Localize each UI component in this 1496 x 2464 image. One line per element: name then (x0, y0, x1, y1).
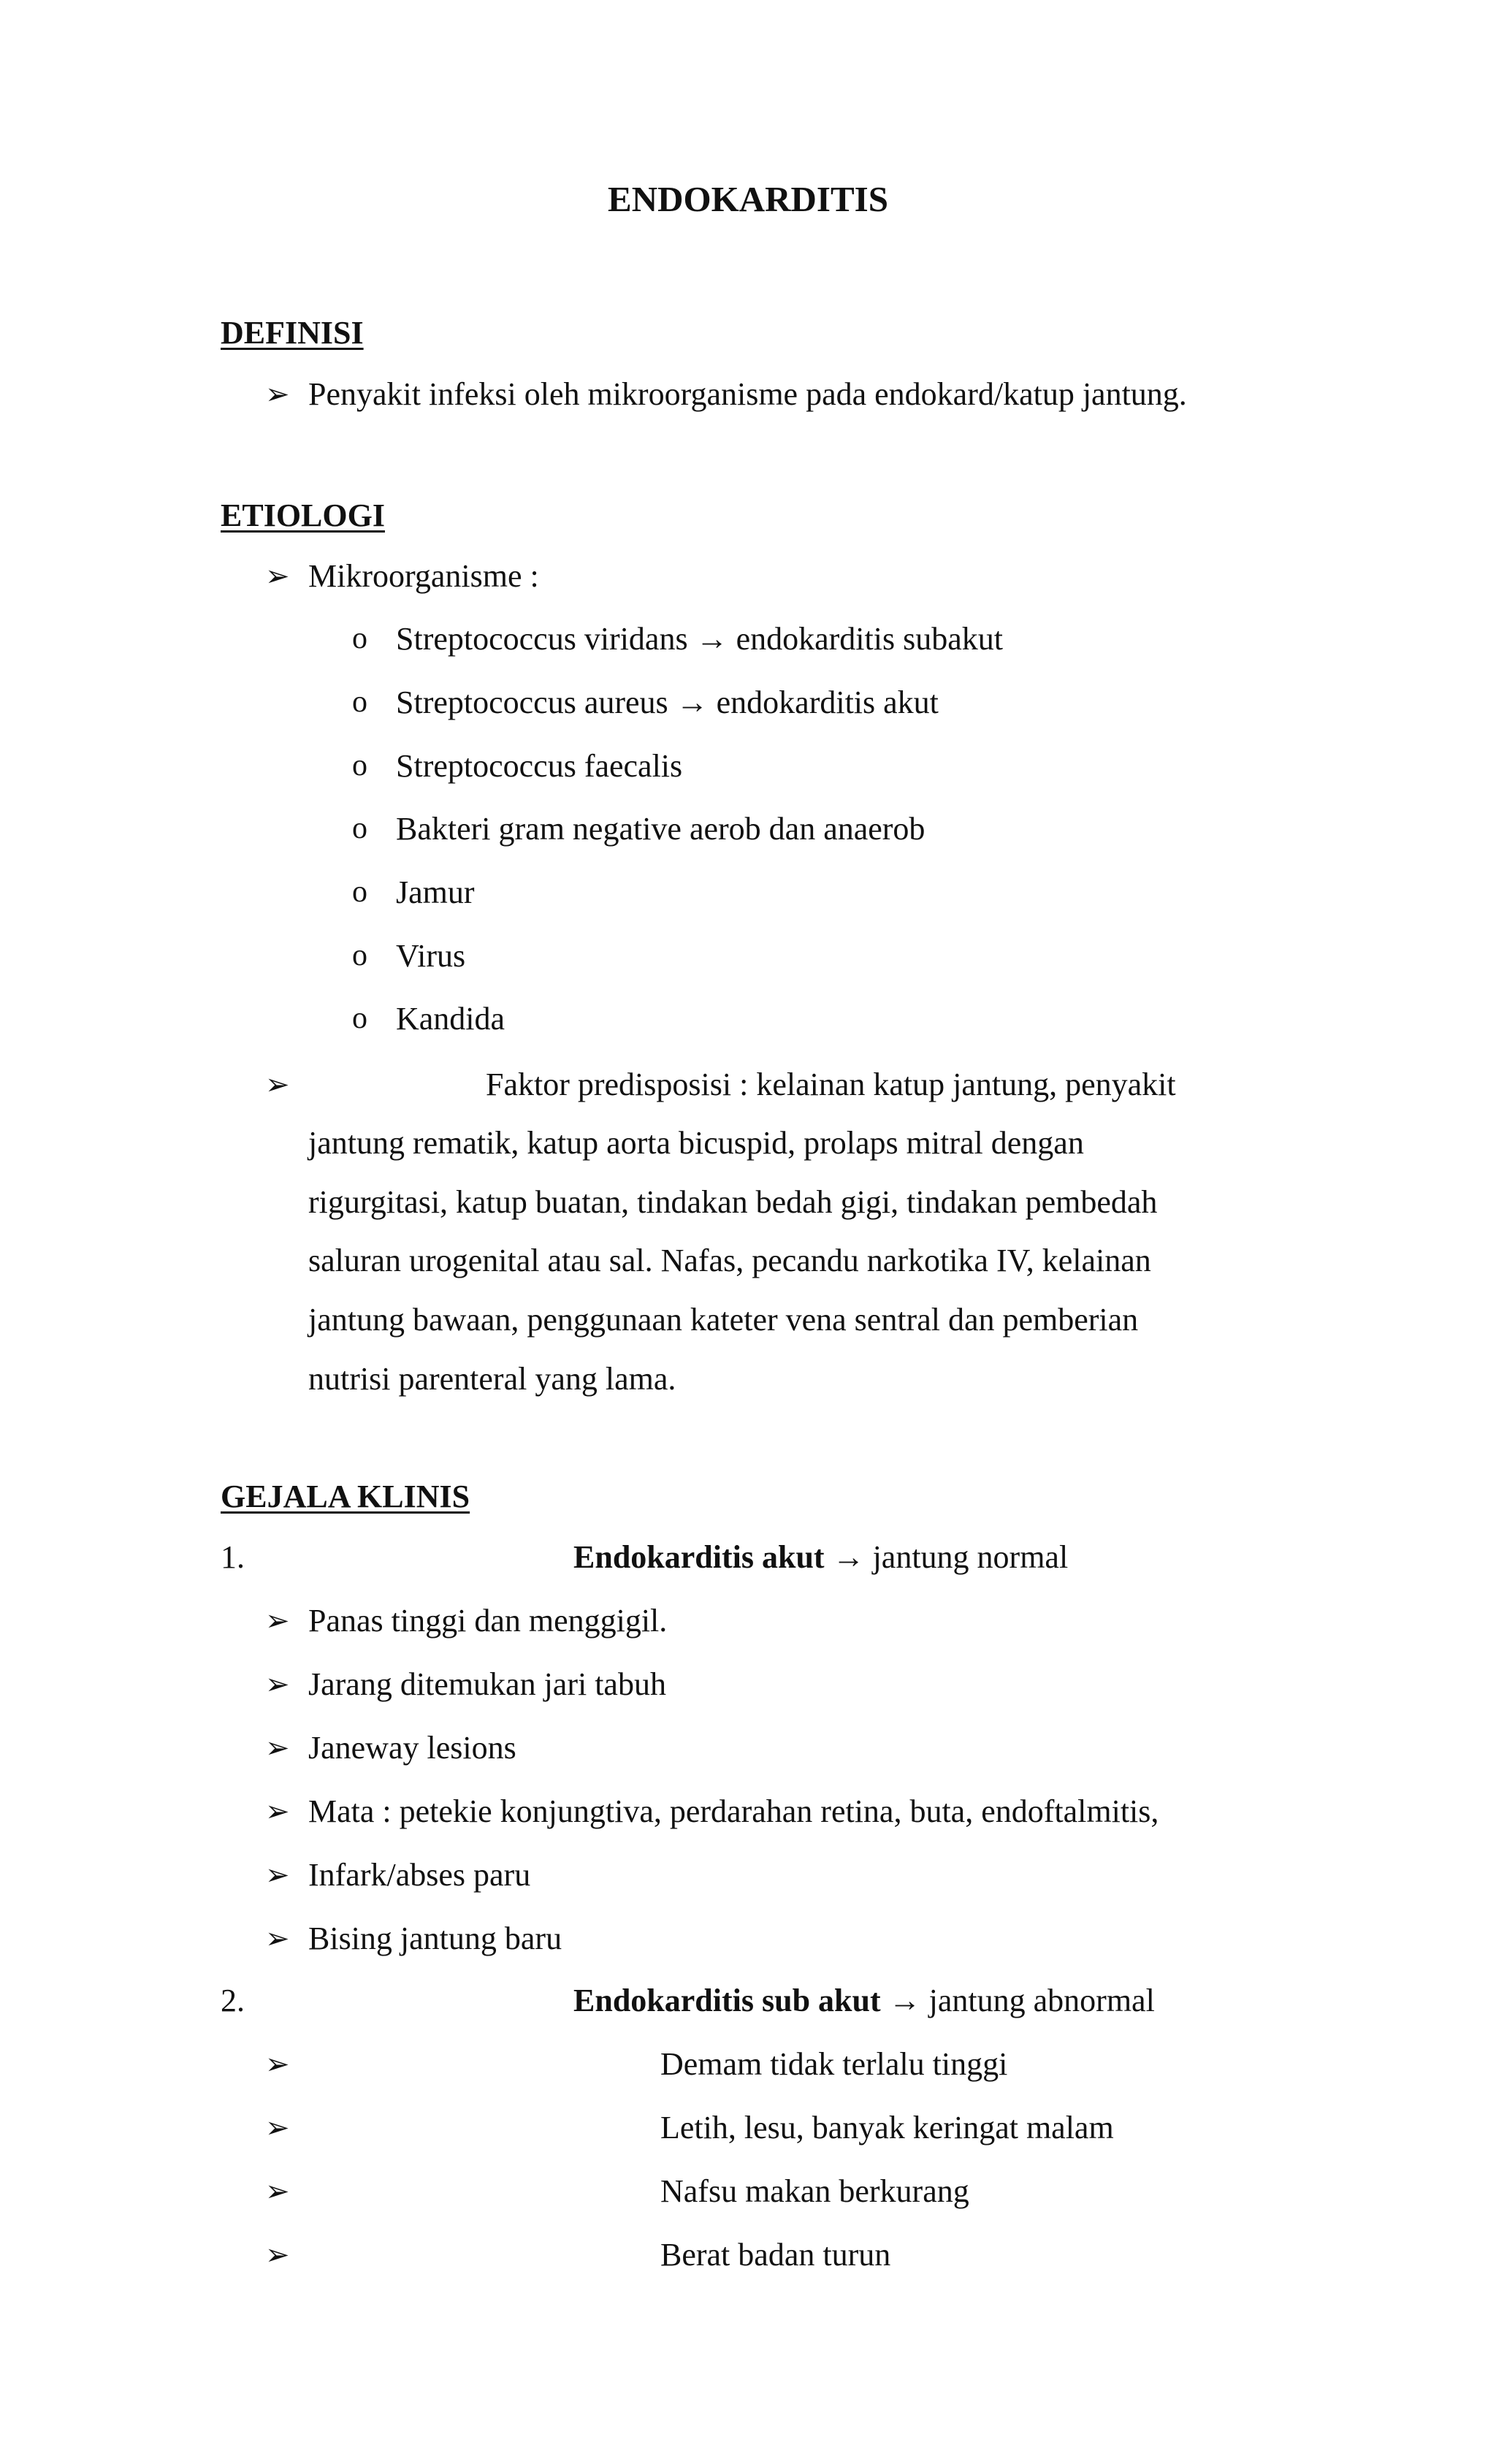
arrow-bullet-icon: ➢ (265, 560, 290, 592)
circle-bullet-icon: o (352, 939, 367, 972)
mikro-list-item: o Bakteri gram negative aerob dan anaerob (352, 811, 926, 847)
subakut-heading-row (0, 1985, 1496, 2026)
subakut-list-item: ➢ Demam tidak terlalu tinggi (265, 2046, 1008, 2082)
arrow-bullet-icon: ➢ (265, 1668, 290, 1701)
gejala-heading: GEJALA KLINIS (221, 1479, 470, 1514)
circle-bullet-icon: o (352, 812, 367, 845)
arrow-bullet-icon: ➢ (265, 1068, 290, 1101)
arrow-bullet-icon: ➢ (265, 378, 290, 411)
faktor-line: saluran urogenital atau sal. Nafas, pecandu narkotika IV, kelainan (308, 1243, 1151, 1278)
subakut-list-item: ➢ Letih, lesu, banyak keringat malam (265, 2110, 1114, 2145)
circle-bullet-icon: o (352, 622, 367, 655)
etiologi-heading: ETIOLOGI (221, 497, 385, 533)
list-number: 1. (221, 1539, 245, 1575)
circle-bullet-icon: o (352, 875, 367, 909)
faktor-line: jantung rematik, katup aorta bicuspid, prolaps mitral dengan (308, 1125, 1084, 1161)
akut-heading-row (0, 1541, 1496, 1582)
faktor-line: nutrisi parenteral yang lama. (308, 1361, 676, 1397)
faktor-line: Faktor predisposisi : kelainan katup jantung, penyakit (486, 1067, 1176, 1102)
arrow-bullet-icon: ➢ (265, 2048, 290, 2080)
definisi-item: ➢ Penyakit infeksi oleh mikroorganisme pada endokard/katup jantung. (265, 376, 1187, 412)
document-title: ENDOKARDITIS (608, 179, 888, 219)
definisi-heading: DEFINISI (221, 315, 364, 351)
akut-list-item: ➢ Infark/abses paru (265, 1857, 531, 1893)
akut-list-item: ➢ Jarang ditemukan jari tabuh (265, 1666, 666, 1702)
mikro-list-item: o Virus (352, 938, 466, 974)
mikro-list-item: o Kandida (352, 1001, 505, 1037)
akut-list-item: ➢ Panas tinggi dan menggigil. (265, 1603, 668, 1639)
mikro-list-item: o Streptococcus faecalis (352, 748, 683, 784)
akut-note: → jantung normal (824, 1539, 1069, 1575)
akut-list-item: ➢ Janeway lesions (265, 1730, 516, 1766)
arrow-bullet-icon: ➢ (265, 1922, 290, 1955)
faktor-line: rigurgitasi, katup buatan, tindakan bedah gigi, tindakan pembedah (308, 1184, 1158, 1220)
akut-list-item: ➢ Bising jantung baru (265, 1921, 562, 1956)
akut-list-item: ➢ Mata : petekie konjungtiva, perdarahan retina, buta, endoftalmitis, (265, 1793, 1159, 1829)
faktor-line: jantung bawaan, penggunaan kateter vena sentral dan pemberian (308, 1302, 1139, 1338)
subakut-list-item: ➢ Berat badan turun (265, 2237, 891, 2273)
list-number: 2. (221, 1983, 245, 2018)
akut-title: Endokarditis akut (573, 1539, 825, 1575)
circle-bullet-icon: o (352, 1002, 367, 1035)
mikro-list-item: o Jamur (352, 874, 475, 910)
arrow-bullet-icon: ➢ (265, 2111, 290, 2144)
circle-bullet-icon: o (352, 685, 367, 719)
arrow-bullet-icon: ➢ (265, 2238, 290, 2271)
subakut-list-item: ➢ Nafsu makan berkurang (265, 2173, 969, 2209)
etiologi-mikro-item: ➢ Mikroorganisme : (265, 558, 539, 594)
mikro-list-item: o Streptococcus viridans → endokarditis subakut (352, 621, 1003, 657)
arrow-bullet-icon: ➢ (265, 1604, 290, 1637)
arrow-bullet-icon: ➢ (265, 1795, 290, 1828)
circle-bullet-icon: o (352, 749, 367, 782)
subakut-title: Endokarditis sub akut (573, 1983, 881, 2018)
arrow-bullet-icon: ➢ (265, 1731, 290, 1764)
subakut-note: → jantung abnormal (880, 1983, 1155, 2018)
arrow-bullet-icon: ➢ (265, 1858, 290, 1891)
arrow-bullet-icon: ➢ (265, 2175, 290, 2208)
mikro-list-item: o Streptococcus aureus → endokarditis akut (352, 684, 939, 720)
